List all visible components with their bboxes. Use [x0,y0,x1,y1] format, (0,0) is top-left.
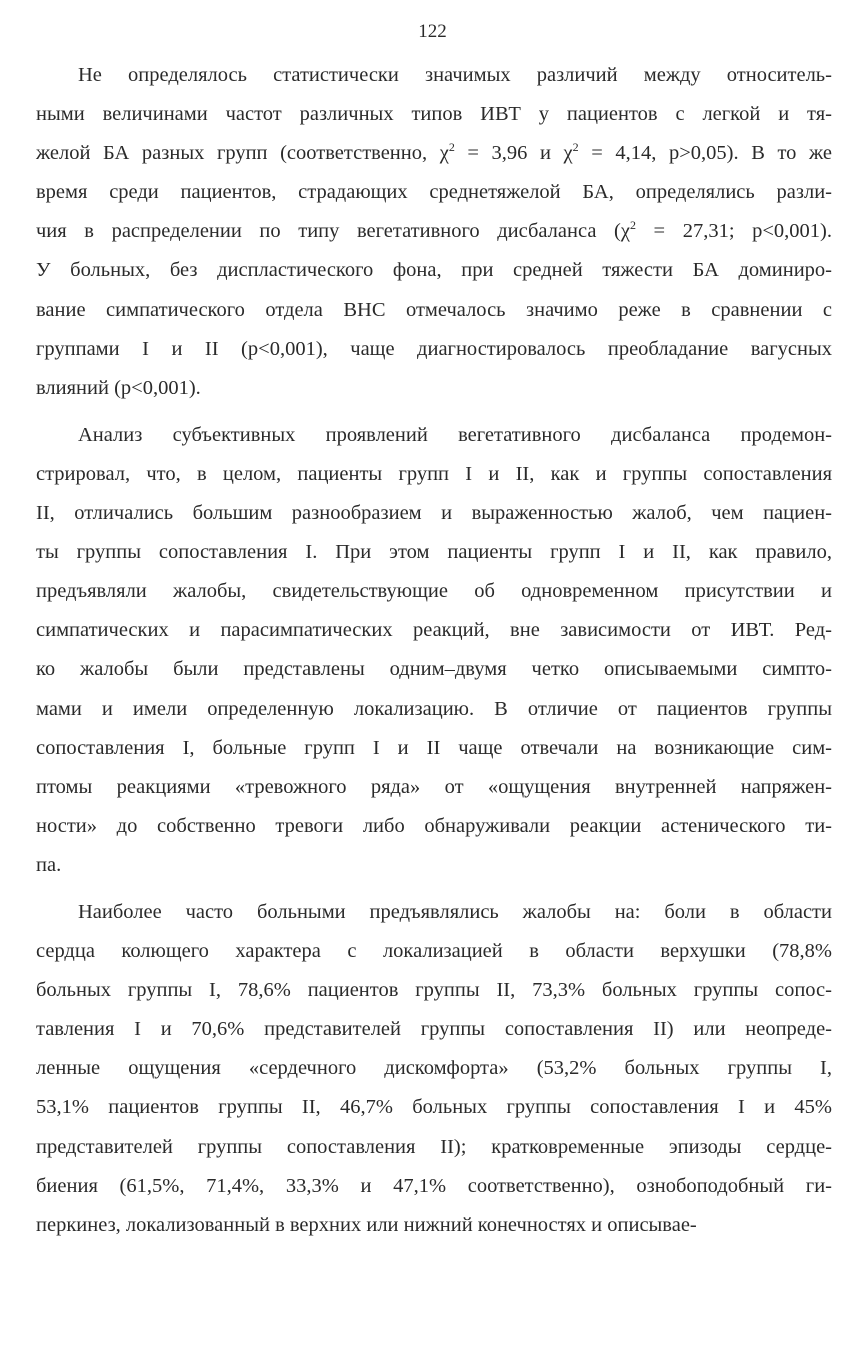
text-line: сопоставления I, больные групп I и II чаще отвечали на возникающие сим- [36,736,832,759]
text-line: 53,1% пациентов группы II, 46,7% больных группы сопоставления I и 45% [36,1096,832,1119]
text-line: влияний (p<0,001). [36,376,201,399]
text-line: время среди пациентов, страдающих среднетяжелой БА, определялись разли- [36,181,832,204]
text-line: Анализ субъективных проявлений вегетативного дисбаланса продемон- [78,423,832,446]
text-line: симпатических и парасимпатических реакций, вне зависимости от ИВТ. Ред- [36,619,832,642]
text-line: предъявляли жалобы, свидетельствующие об одновременном присутствии и [36,580,832,603]
text-line: Не определялось статистически значимых различий между относитель- [78,64,832,86]
text-line: мами и имели определенную локализацию. В отличие от пациентов группы [36,697,832,720]
text-line: больных группы I, 78,6% пациентов группы II, 73,3% больных группы сопос- [36,979,832,1002]
text-line: стрировал, что, в целом, пациенты групп I и II, как и группы сопоставления [36,462,832,485]
text-line: ты группы сопоставления I. При этом пациенты групп I и II, как правило, [36,541,832,564]
text-line: желой БА разных групп (соответственно, $\chi^2 = 3,96$ и $\chi^2 = 4,14$, p>0,05). В то же [36,140,832,165]
text-line: птомы реакциями «тревожного ряда» от «ощущения внутренней напряжен- [36,775,832,798]
text-line: вание симпатического отдела ВНС отмечалось значимо реже в сравнении с [36,298,832,321]
text-line: сердца колющего характера с локализацией в области верхушки (78,8% [36,940,832,963]
text-line: Наиболее часто больными предъявлялись жалобы на: боли в области [78,900,832,923]
text-line: тавления I и 70,6% представителей группы сопоставления II) или неопреде- [36,1018,832,1041]
text-line: ленные ощущения «сердечного дискомфорта» (53,2% больных группы I, [36,1057,832,1080]
text-line: представителей группы сопоставления II); кратковременные эпизоды сердце- [36,1135,832,1158]
body-text [36,56,832,1245]
text-line: группами I и II (p<0,001), чаще диагностировалось преобладание вагусных [36,337,832,360]
text-line: биения (61,5%, 71,4%, 33,3% и 47,1% соответственно), ознобоподобный ги- [36,1174,832,1197]
text-line: ко жалобы были представлены одним–двумя четко описываемыми симпто- [36,658,832,681]
text-line: У больных, без диспластического фона, при средней тяжести БА доминиро- [36,259,832,282]
paragraph [36,56,832,408]
paragraph [36,893,832,1245]
text-line: перкинез, локализованный в верхних или нижний конечностях и описывае- [36,1213,697,1236]
text-line: па. [36,853,62,876]
paragraph [36,416,832,885]
text-line: ными величинами частот различных типов ИВТ у пациентов с легкой и тя- [36,103,832,126]
text-line: II, отличались большим разнообразием и выраженностью жалоб, чем пациен- [36,502,832,525]
page-number: 122 [418,21,447,42]
text-line: чия в распределении по типу вегетативного дисбаланса ($\chi^2 = 27,31$; p<0,001). [36,218,832,243]
text-line: ности» до собственно тревоги либо обнаруживали реакции астенического ти- [36,814,832,837]
